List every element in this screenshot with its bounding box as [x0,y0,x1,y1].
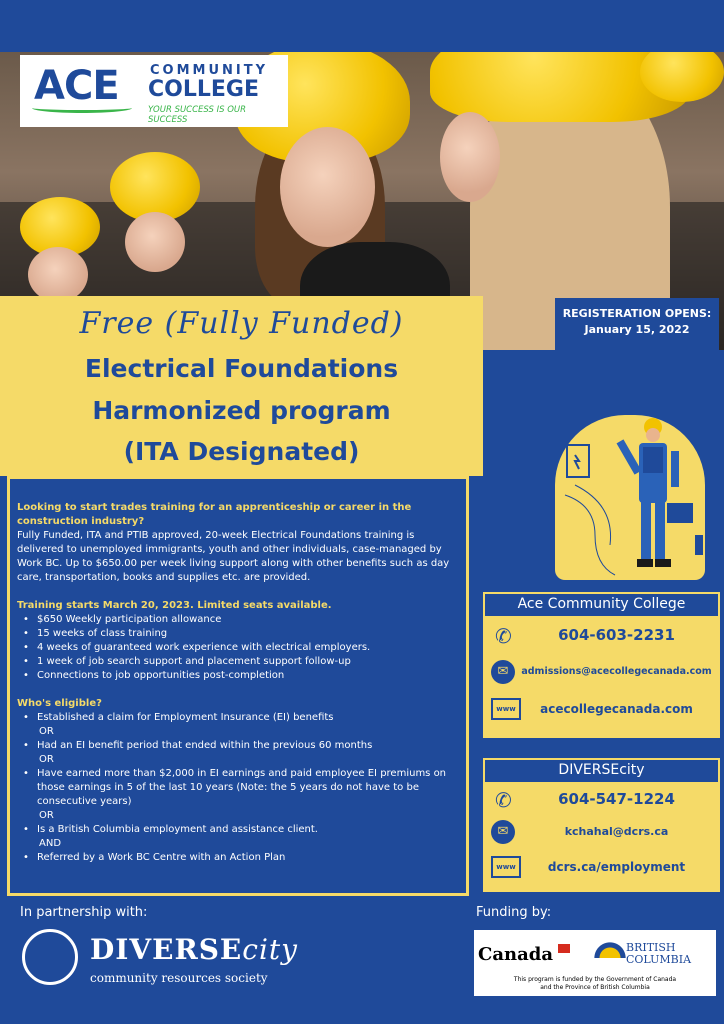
phone-icon: ✆ [495,788,512,812]
intro-body: Fully Funded, ITA and PTIB approved, 20-week Electrical Foundations training is delivered to unemployed immigrants, youth and other individuals, case-managed by Work BC. Up to $650.00 per week living support along with other benefits such as day care, transportation, books and supplies etc. are provided. [17,530,450,583]
contact-phone[interactable]: 604-547-1224 [558,790,675,808]
connector-text: AND [39,838,62,849]
eligible-heading: Who's eligible? [17,698,102,709]
training-list [19,613,460,683]
phone-icon: ✆ [495,624,512,648]
headline-line-2: Harmonized program [92,396,391,425]
registration-date: January 15, 2022 [584,323,690,336]
logo-college-text: COLLEGE [148,77,259,102]
bc-sun-icon [594,938,626,958]
intro-question: Looking to start trades training for an apprenticeship or career in the construction industry? [17,502,412,527]
logo-swoosh-icon [32,103,132,113]
ace-college-logo [20,55,288,127]
list-item: • $650 Weekly participation allowance [19,613,460,627]
contact-card-diversecity [483,758,720,892]
registration-badge [555,298,719,350]
funding-note: This program is funded by the Government of Canada and the Province of British Columbia [513,976,677,991]
funding-label: Funding by: [476,905,552,920]
funding-logos [474,930,716,996]
connector-text: OR [39,726,54,737]
connector-text: OR [39,754,54,765]
contact-email[interactable]: kchahal@dcrs.ca [564,825,669,838]
training-heading: Training starts March 20, 2023. Limited seats available. [17,600,332,611]
logo-tagline: YOUR SUCCESS IS OUR SUCCESS [148,105,247,125]
headline-free: Free (Fully Funded) [79,306,404,341]
contact-web[interactable]: dcrs.ca/employment [547,860,686,874]
contact-email[interactable]: admissions@acecollegecanada.com [521,666,712,677]
list-item: • Had an EI benefit period that ended within the previous 60 months [19,739,460,753]
canada-wordmark: Canada [478,944,553,965]
www-icon: www [491,856,521,878]
canada-flag-icon [558,944,570,953]
partnership-label: In partnership with: [20,905,148,920]
eligible-list [19,711,460,865]
electrician-icon [555,415,705,580]
email-icon: ✉ [491,820,515,844]
contact-card-ace [483,592,720,738]
www-icon: www [491,698,521,720]
list-item: • 1 week of job search support and placement support follow-up [19,655,460,669]
electrician-illustration [555,415,705,580]
logo-community-text: COMMUNITY [150,63,269,78]
email-icon: ✉ [491,660,515,684]
contact-org: DIVERSEcity [558,762,645,778]
list-item: • Established a claim for Employment Insurance (EI) benefits [19,711,460,725]
diversecity-logo [18,925,338,995]
list-item: • 4 weeks of guaranteed work experience with electrical employers. [19,641,460,655]
list-item: • Referred by a Work BC Centre with an Action Plan [19,851,460,865]
registration-label: REGISTERATION OPENS: [562,307,712,320]
list-item: • 15 weeks of class training [19,627,460,641]
headline-line-1: Electrical Foundations [84,354,399,383]
contact-web[interactable]: acecollegecanada.com [540,702,693,716]
faces-icon [22,929,78,985]
logo-ace-text: ACE [34,63,119,109]
contact-phone[interactable]: 604-603-2231 [558,626,675,644]
headline-line-3: (ITA Designated) [123,437,360,466]
list-item: • Is a British Columbia employment and assistance client. [19,823,460,837]
list-item: • Have earned more than $2,000 in EI earnings and paid employee EI premiums on those earnings in 5 of the last 10 years (Note: the 5 years do not have to be consecutive years) [19,767,460,809]
list-item: • Connections to job opportunities post-completion [19,669,460,683]
diversecity-name: DIVERSEcity [90,933,298,966]
connector-text: OR [39,810,54,821]
contact-org: Ace Community College [517,596,686,612]
diversecity-subtitle: community resources society [90,971,268,985]
bc-wordmark: BRITISH COLUMBIA [626,941,692,966]
program-details [7,476,469,896]
